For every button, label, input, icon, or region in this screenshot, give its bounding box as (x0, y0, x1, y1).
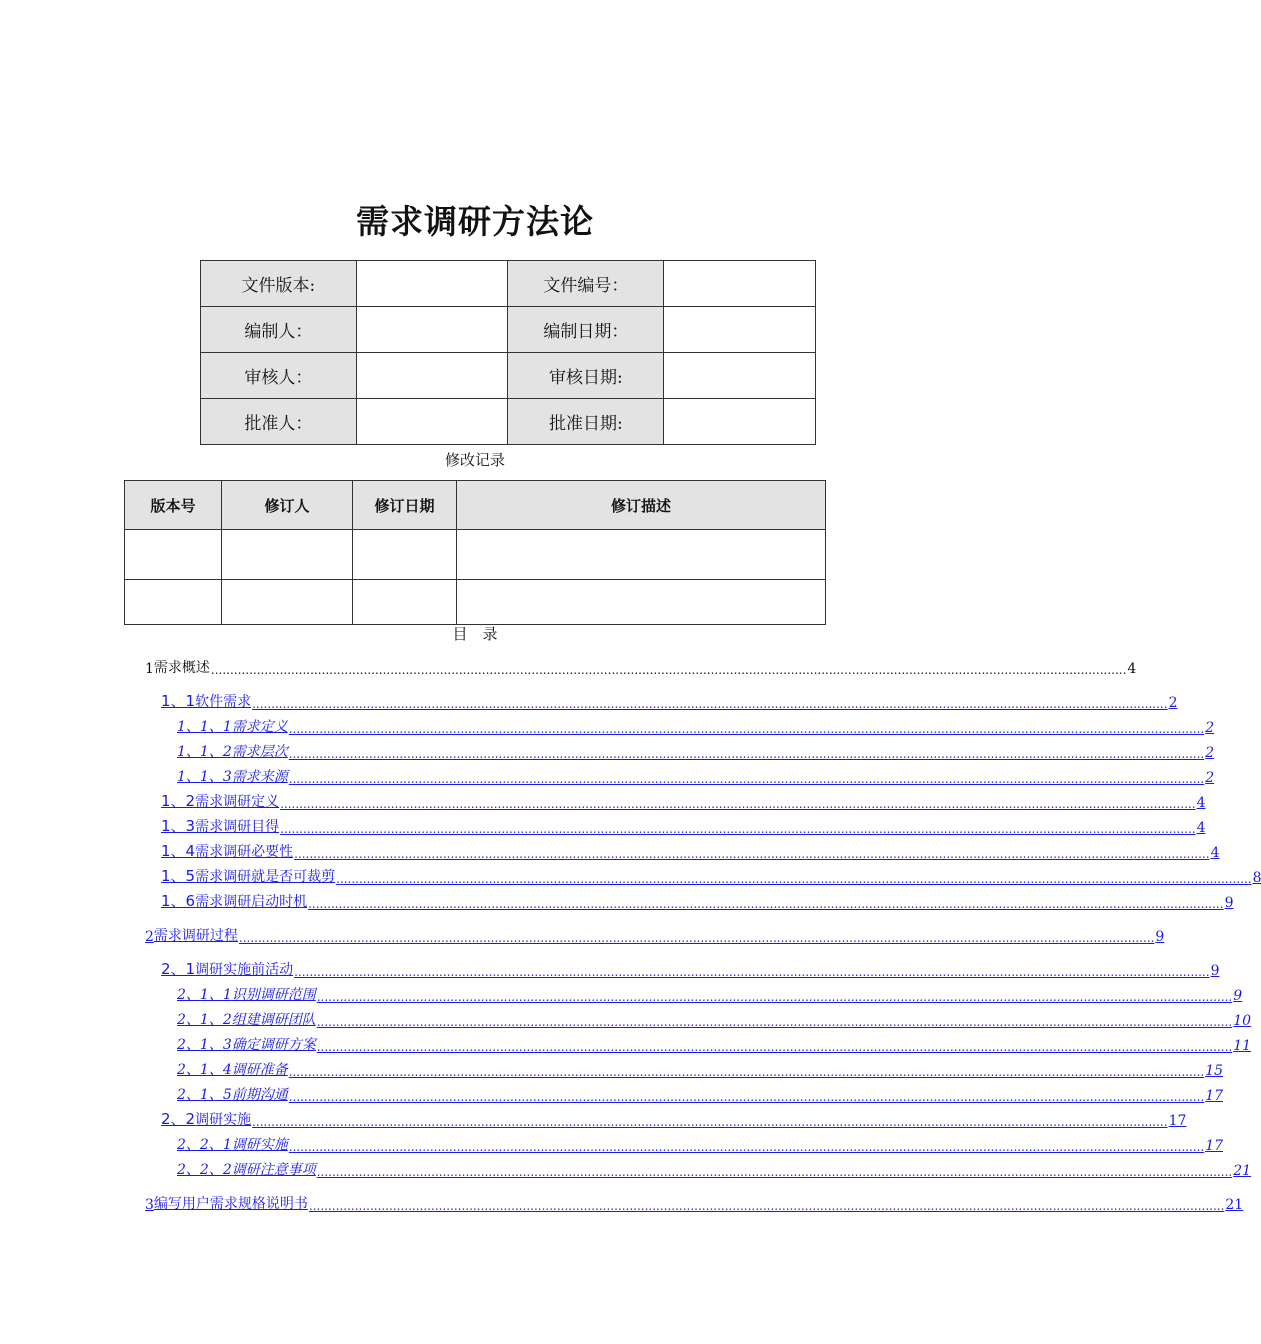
revision-row (125, 530, 826, 580)
toc-entry-number: 1、1、1 (177, 719, 232, 735)
toc-entry-text: 调研准备 (231, 1062, 288, 1078)
info-value (356, 399, 508, 445)
toc-entry[interactable] (161, 959, 1220, 979)
toc-entry-page: 9 (1224, 895, 1234, 911)
toc-entry-number: 1 (145, 661, 154, 677)
revision-header-cell: 修订描述 (457, 481, 826, 530)
revision-header-cell: 修订人 (222, 481, 353, 530)
info-row (201, 261, 816, 307)
toc-entry-page: 15 (1205, 1063, 1224, 1079)
toc-entry-number: 2、1、5 (177, 1087, 232, 1103)
toc-entry-page: 2 (1168, 695, 1178, 711)
revision-cell (125, 580, 222, 625)
info-row (201, 399, 816, 445)
revision-cell (457, 530, 826, 580)
toc-leader: ................................................................................................................................................................................................................................................ (336, 872, 1252, 886)
toc-leader: ................................................................................................................................................................................................................................................ (288, 772, 1205, 786)
toc-entry[interactable] (177, 766, 1215, 786)
toc-entry[interactable] (177, 1034, 1252, 1054)
toc-entry-text: 需求概述 (153, 660, 210, 676)
toc-entry-page: 9 (1210, 963, 1220, 979)
toc-entry[interactable] (177, 741, 1215, 761)
toc-entry-page: 21 (1225, 1197, 1244, 1213)
toc-entry[interactable] (177, 1084, 1224, 1104)
info-value (664, 307, 816, 353)
toc-leader: ................................................................................................................................................................................................................................................ (252, 1115, 1168, 1129)
toc-entry-number: 1、2 (161, 792, 196, 810)
toc-leader: ................................................................................................................................................................................................................................................ (280, 797, 1196, 811)
toc-entry-page: 17 (1205, 1088, 1224, 1104)
toc-entry-text: 需求定义 (231, 719, 288, 735)
toc-leader: ................................................................................................................................................................................................................................................ (308, 897, 1224, 911)
toc-entry-number: 2、1、1 (177, 987, 232, 1003)
revision-caption: 修改记录 (444, 451, 505, 469)
toc-leader: ................................................................................................................................................................................................................................................ (288, 747, 1205, 761)
toc-entry-text: 调研实施 (231, 1137, 288, 1153)
toc-entry-text: 调研注意事项 (231, 1162, 316, 1178)
toc-entry[interactable] (177, 1009, 1252, 1029)
toc-entry[interactable] (161, 816, 1206, 836)
toc-entry[interactable] (145, 1193, 1244, 1213)
toc-entry-page: 4 (1196, 820, 1206, 836)
toc-leader: ................................................................................................................................................................................................................................................ (294, 965, 1210, 979)
toc-entry[interactable] (145, 925, 1165, 945)
toc-entry-text: 确定调研方案 (231, 1037, 316, 1053)
toc-entry-page: 2 (1205, 720, 1215, 736)
toc-entry-number: 3 (145, 1197, 154, 1213)
toc-entry-number: 2、1、2 (177, 1012, 232, 1028)
toc-entry[interactable] (145, 657, 1137, 677)
toc-entry-page: 17 (1205, 1138, 1224, 1154)
info-label: 文件版本: (201, 261, 357, 307)
toc-entry-page: 2 (1205, 745, 1215, 761)
toc-entry[interactable] (161, 891, 1234, 911)
toc-leader: ................................................................................................................................................................................................................................................ (308, 1199, 1225, 1213)
toc-leader: ................................................................................................................................................................................................................................................ (210, 663, 1127, 677)
toc-leader: ................................................................................................................................................................................................................................................ (238, 931, 1155, 945)
info-value (664, 261, 816, 307)
info-value (356, 353, 508, 399)
toc-leader: ................................................................................................................................................................................................................................................ (316, 1015, 1233, 1029)
toc-leader: ................................................................................................................................................................................................................................................ (288, 1065, 1205, 1079)
toc-entry-number: 1、3 (161, 817, 196, 835)
toc-entry-page: 10 (1233, 1013, 1252, 1029)
revision-header-cell: 修订日期 (353, 481, 457, 530)
toc-entry-text: 需求调研必要性 (195, 844, 294, 860)
toc-entry[interactable] (177, 984, 1243, 1004)
revision-cell (222, 580, 353, 625)
toc-entry-page: 21 (1233, 1163, 1252, 1179)
revision-cell (125, 530, 222, 580)
toc-leader: ................................................................................................................................................................................................................................................ (288, 722, 1205, 736)
toc-entry-number: 2、2 (161, 1110, 196, 1128)
info-label: 编制人： (201, 307, 357, 353)
toc-entry-text: 调研实施前活动 (195, 962, 294, 978)
toc-entry-page: 11 (1233, 1038, 1252, 1054)
toc-entry[interactable] (161, 866, 1261, 886)
info-row (201, 353, 816, 399)
toc-entry-number: 2 (145, 929, 154, 945)
toc-entry-text: 编写用户需求规格说明书 (153, 1196, 308, 1212)
toc-entry[interactable] (161, 691, 1178, 711)
toc-entry-text: 组建调研团队 (231, 1012, 316, 1028)
revision-header-row (125, 481, 826, 530)
toc-entry-number: 2、2、1 (177, 1137, 232, 1153)
toc-leader: ................................................................................................................................................................................................................................................ (280, 822, 1196, 836)
toc-entry-text: 需求调研启动时机 (195, 894, 308, 910)
toc-entry-page: 9 (1155, 929, 1165, 945)
toc-entry-number: 1、1、2 (177, 744, 232, 760)
document-title: 需求调研方法论 (356, 202, 594, 241)
document-info-table (200, 260, 816, 445)
revision-cell (353, 580, 457, 625)
toc-leader: ................................................................................................................................................................................................................................................ (316, 990, 1233, 1004)
info-value (664, 399, 816, 445)
toc-leader: ................................................................................................................................................................................................................................................ (316, 1040, 1233, 1054)
revision-row (125, 580, 826, 625)
revision-cell (222, 530, 353, 580)
toc-entry-page: 17 (1168, 1113, 1187, 1129)
toc-entry-number: 1、5 (161, 867, 196, 885)
toc-entry-page: 4 (1196, 795, 1206, 811)
toc-entry-number: 2、1、4 (177, 1062, 232, 1078)
toc-entry-page: 2 (1205, 770, 1215, 786)
toc-caption: 目 录 (452, 625, 498, 643)
toc-entry[interactable] (177, 1059, 1224, 1079)
toc-entry-page: 9 (1233, 988, 1243, 1004)
toc-leader: ................................................................................................................................................................................................................................................ (252, 697, 1168, 711)
info-value (356, 261, 508, 307)
toc-entry-text: 需求调研就是否可裁剪 (195, 869, 336, 885)
info-label: 文件编号： (508, 261, 664, 307)
toc-entry-number: 1、6 (161, 892, 196, 910)
toc-entry[interactable] (161, 791, 1206, 811)
info-value (664, 353, 816, 399)
toc-entry-text: 识别调研范围 (231, 987, 316, 1003)
info-label: 审核日期: (508, 353, 664, 399)
toc-entry-page: 8 (1252, 870, 1261, 886)
toc-entry[interactable] (161, 1109, 1187, 1129)
info-label: 编制日期： (508, 307, 664, 353)
toc-entry-text: 需求层次 (231, 744, 288, 760)
info-value (356, 307, 508, 353)
info-label: 审核人： (201, 353, 357, 399)
revision-cell (353, 530, 457, 580)
toc-entry-text: 前期沟通 (231, 1087, 288, 1103)
toc-entry-page: 4 (1210, 845, 1220, 861)
toc-entry[interactable] (161, 841, 1220, 861)
toc-entry-number: 2、1、3 (177, 1037, 232, 1053)
info-label: 批准人： (201, 399, 357, 445)
toc-leader: ................................................................................................................................................................................................................................................ (294, 847, 1210, 861)
toc-entry-number: 1、1 (161, 692, 196, 710)
toc-entry-text: 需求调研定义 (195, 794, 280, 810)
toc-entry-number: 2、2、2 (177, 1162, 232, 1178)
info-label: 批准日期: (508, 399, 664, 445)
revision-header-cell: 版本号 (125, 481, 222, 530)
toc-leader: ................................................................................................................................................................................................................................................ (288, 1140, 1205, 1154)
toc-entry-text: 软件需求 (195, 694, 252, 710)
toc-entry[interactable] (177, 1159, 1252, 1179)
toc-entry[interactable] (177, 716, 1215, 736)
revision-cell (457, 580, 826, 625)
toc-leader: ................................................................................................................................................................................................................................................ (316, 1165, 1233, 1179)
toc-entry-page: 4 (1127, 661, 1137, 677)
revision-table (124, 480, 826, 625)
toc-entry-number: 2、1 (161, 960, 196, 978)
toc-entry-number: 1、1、3 (177, 769, 232, 785)
toc-entry-text: 需求调研目得 (195, 819, 280, 835)
info-row (201, 307, 816, 353)
toc-entry-text: 需求来源 (231, 769, 288, 785)
toc-leader: ................................................................................................................................................................................................................................................ (288, 1090, 1205, 1104)
toc-entry-number: 1、4 (161, 842, 196, 860)
toc-entry-text: 需求调研过程 (153, 928, 238, 944)
toc-entry-text: 调研实施 (195, 1112, 252, 1128)
toc-entry[interactable] (177, 1134, 1224, 1154)
